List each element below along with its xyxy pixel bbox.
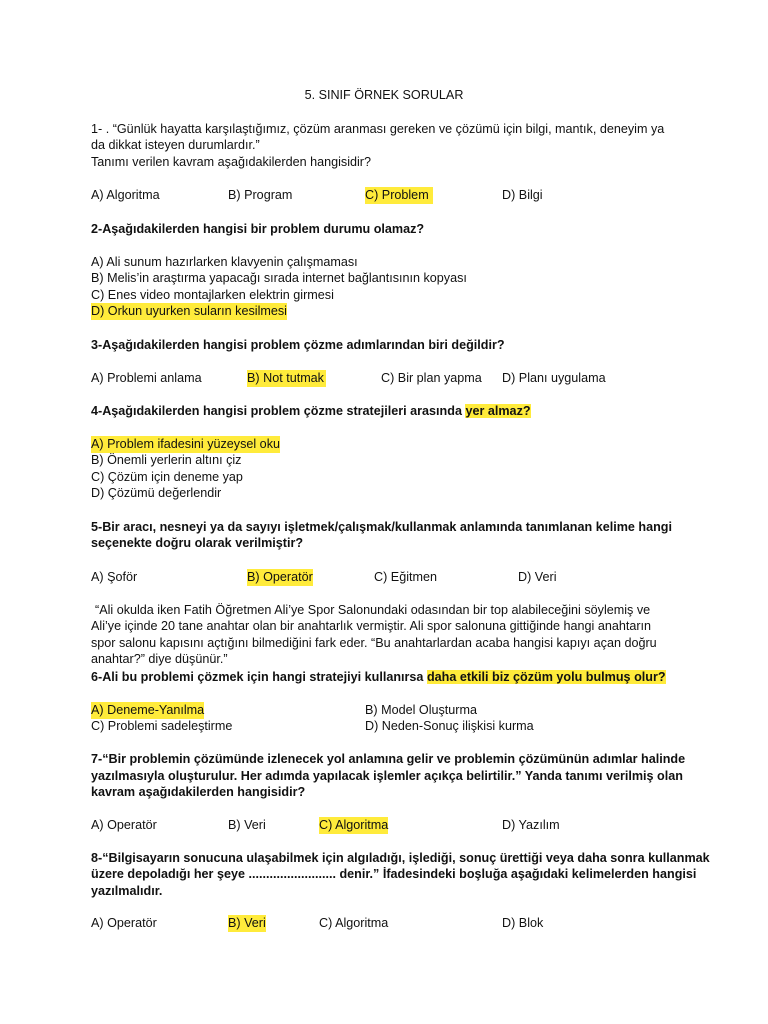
q6-option-b: B) Model Oluşturma [365, 703, 477, 717]
q6-option-a-answer: A) Deneme-Yanılma [91, 703, 205, 717]
q4-option-a-answer: A) Problem ifadesini yüzeysel oku [91, 437, 280, 451]
q2-prompt: 2-Aşağıdakilerden hangisi bir problem durumu olamaz? [91, 222, 425, 236]
q1-prompt: Tanımı verilen kavram aşağıdakilerden hangisidir? [91, 155, 372, 169]
q5-prompt-line2: seçenekte doğru olarak verilmiştir? [91, 536, 304, 550]
q6-option-c: C) Problemi sadeleştirme [91, 719, 233, 733]
q6-prompt-text: 6-Ali bu problemi çözmek için hangi stratejiyi kullanırsa [91, 670, 427, 684]
q5-option-b-answer: B) Operatör [247, 570, 313, 584]
q8-prompt-line1: 8-“Bilgisayarın sonucuna ulaşabilmek için algıladığı, işlediği, sonuç ürettiği veya daha sonra kullanmak [91, 851, 710, 865]
q1-text-line1: 1- . “Günlük hayatta karşılaştığımız, çözüm aranması gereken ve çözümü için bilgi, mantık, deneyim ya [91, 122, 665, 136]
q1-option-d: D) Bilgi [502, 188, 543, 202]
q2-option-a: A) Ali sunum hazırlarken klavyenin çalışmaması [91, 255, 358, 269]
q4-prompt-highlight: yer almaz? [465, 404, 531, 418]
q7-prompt-line1: 7-“Bir problemin çözümünde izlenecek yol anlamına gelir ve problemin çözümünün adımlar halinde [91, 752, 686, 766]
q6-prompt-highlight: daha etkili biz çözüm yolu bulmuş olur? [426, 670, 666, 684]
page-title: 5. SINIF ÖRNEK SORULAR [304, 88, 464, 102]
q7-option-c-answer: C) Algoritma [319, 818, 389, 832]
q6-story-line3: spor salonu kapısını açtığını bilmediğini fark eder. “Bu anahtarlardan acaba hangisi kapıyı açan doğru [91, 636, 657, 650]
q6-story-line4: anahtar?” diye düşünür.” [91, 652, 228, 666]
q7-option-a: A) Operatör [91, 818, 157, 832]
q3-option-d: D) Planı uygulama [502, 371, 606, 385]
q2-option-d-answer: D) Orkun uyurken suların kesilmesi [91, 304, 287, 318]
q4-option-b: B) Önemli yerlerin altını çiz [91, 453, 242, 467]
q7-prompt-line3: kavram aşağıdakilerden hangisidir? [91, 785, 306, 799]
q3-option-a: A) Problemi anlama [91, 371, 202, 385]
q2-option-c: C) Enes video montajlarken elektrin girmesi [91, 288, 334, 302]
q6-story-line2: Ali’ye içinde 20 tane anahtar olan bir anahtarlık vermiştir. Ali spor salonuna gittiğinde hangi anahtarın [91, 619, 652, 633]
q1-option-b: B) Program [228, 188, 293, 202]
q4-prompt [91, 403, 531, 420]
q1-option-a: A) Algoritma [91, 188, 160, 202]
q5-option-c: C) Eğitmen [374, 570, 437, 584]
q3-option-c: C) Bir plan yapma [381, 371, 482, 385]
q8-option-c: C) Algoritma [319, 916, 389, 930]
q7-option-b: B) Veri [228, 818, 266, 832]
q4-option-c: C) Çözüm için deneme yap [91, 470, 243, 484]
q7-prompt-line2: yazılmasıyla oluşturulur. Her adımda yapılacak işlemler açıkça belirtilir.” Yanda tanımı verilmiş olan [91, 769, 683, 783]
q3-prompt: 3-Aşağıdakilerden hangisi problem çözme adımlarından biri değildir? [91, 338, 505, 352]
q1-text-line2: da dikkat isteyen durumlardır.” [91, 138, 260, 152]
q8-option-b-answer: B) Veri [228, 916, 266, 930]
q8-prompt-line2: üzere depoladığı her şeye ......................... denir.” İfadesindeki boşluğa aşağıdaki kelimelerden hangisi [91, 867, 697, 881]
q2-option-b: B) Melis’in araştırma yapacağı sırada internet bağlantısının kopyası [91, 271, 467, 285]
q1-option-c-answer: C) Problem [365, 187, 433, 204]
q5-prompt-line1: 5-Bir aracı, nesneyi ya da sayıyı işletmek/çalışmak/kullanmak anlamında tanımlanan kelime hangi [91, 520, 672, 534]
q8-option-a: A) Operatör [91, 916, 157, 930]
q7-option-d: D) Yazılım [502, 818, 560, 832]
q8-prompt-line3: yazılmalıdır. [91, 884, 163, 898]
q5-option-a: A) Şoför [91, 570, 138, 584]
q4-option-d: D) Çözümü değerlendir [91, 486, 222, 500]
q6-story-line1: “Ali okulda iken Fatih Öğretmen Ali’ye Spor Salonundaki odasından bir top alabileceğini söylemiş ve [95, 603, 651, 617]
q8-option-d: D) Blok [502, 916, 544, 930]
q5-option-d: D) Veri [518, 570, 557, 584]
q6-option-d: D) Neden-Sonuç ilişkisi kurma [365, 719, 534, 733]
q6-prompt [91, 669, 666, 686]
q4-prompt-text: 4-Aşağıdakilerden hangisi problem çözme stratejileri arasında [91, 404, 466, 418]
q3-option-b-answer: B) Not tutmak [247, 371, 324, 385]
